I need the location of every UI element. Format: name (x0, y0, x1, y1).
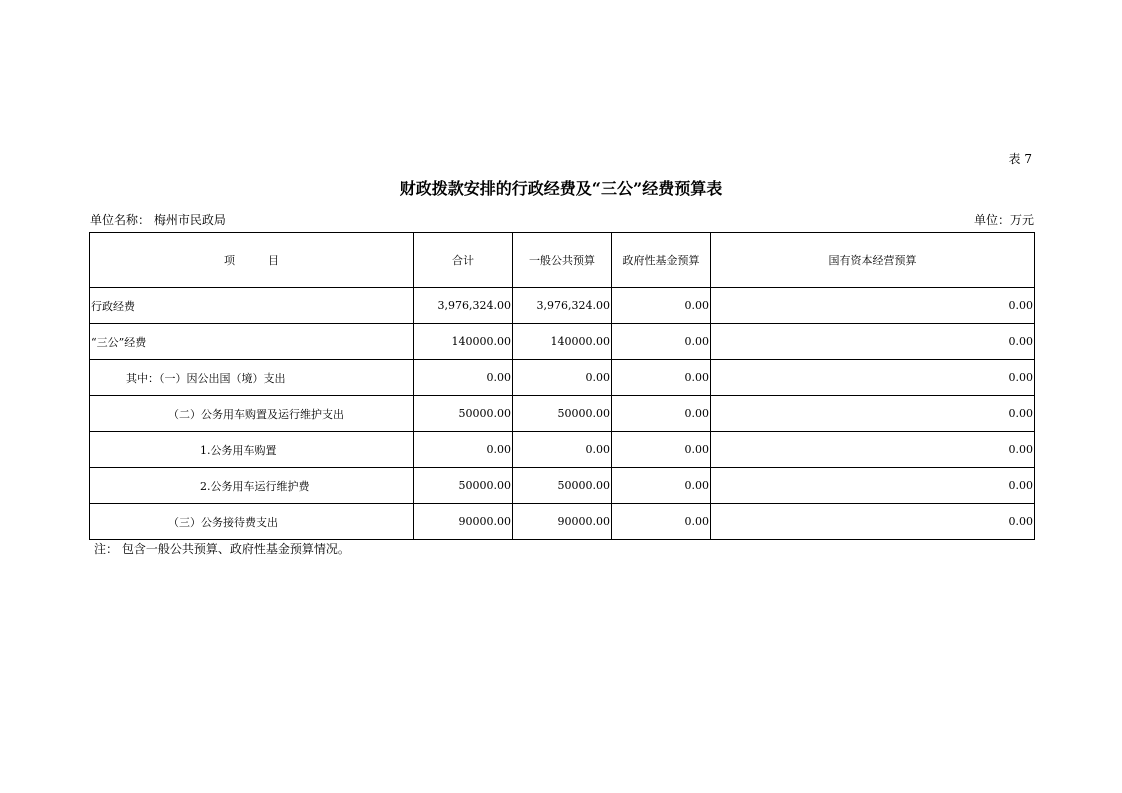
row-total: 140000.00 (414, 324, 513, 360)
row-item: 1.公务用车购置 (90, 432, 414, 468)
row-general: 50000.00 (513, 468, 612, 504)
table-row (90, 396, 1035, 432)
row-state: 0.00 (711, 396, 1035, 432)
row-item: 2.公务用车运行维护费 (90, 468, 414, 504)
row-item: 其中：（一）因公出国（境）支出 (90, 360, 414, 396)
row-state: 0.00 (711, 360, 1035, 396)
row-general: 0.00 (513, 432, 612, 468)
table-row (90, 468, 1035, 504)
row-total: 0.00 (414, 432, 513, 468)
row-state: 0.00 (711, 468, 1035, 504)
row-fund: 0.00 (612, 504, 711, 540)
row-total: 3,976,324.00 (414, 288, 513, 324)
row-state: 0.00 (711, 288, 1035, 324)
row-general: 140000.00 (513, 324, 612, 360)
row-fund: 0.00 (612, 432, 711, 468)
unit-name-label: 单位名称： 梅州市民政局 (90, 213, 226, 227)
row-total: 0.00 (414, 360, 513, 396)
row-state: 0.00 (711, 504, 1035, 540)
table-row (90, 324, 1035, 360)
row-fund: 0.00 (612, 324, 711, 360)
row-total: 90000.00 (414, 504, 513, 540)
row-item: “三公”经费 (90, 324, 414, 360)
table-row (90, 360, 1035, 396)
table-row (90, 504, 1035, 540)
row-total: 50000.00 (414, 468, 513, 504)
document-title: 财政拨款安排的行政经费及“三公”经费预算表 (399, 179, 723, 198)
row-general: 90000.00 (513, 504, 612, 540)
row-general: 3,976,324.00 (513, 288, 612, 324)
currency-unit-label: 单位：万元 (973, 213, 1034, 227)
header-general-budget: 一般公共预算 (513, 233, 612, 288)
table-header-row (90, 233, 1035, 288)
row-fund: 0.00 (612, 396, 711, 432)
table-number: 表 7 (1008, 152, 1032, 166)
row-state: 0.00 (711, 432, 1035, 468)
header-state-capital-budget: 国有资本经营预算 (711, 233, 1035, 288)
table-row (90, 432, 1035, 468)
row-item: 行政经费 (90, 288, 414, 324)
header-fund-budget: 政府性基金预算 (612, 233, 711, 288)
table-row (90, 288, 1035, 324)
row-fund: 0.00 (612, 468, 711, 504)
header-item: 项 目 (90, 233, 414, 288)
row-total: 50000.00 (414, 396, 513, 432)
budget-table (89, 232, 1035, 540)
row-general: 50000.00 (513, 396, 612, 432)
row-fund: 0.00 (612, 360, 711, 396)
footnote: 注： 包含一般公共预算、政府性基金预算情况。 (94, 542, 350, 556)
header-total: 合计 (414, 233, 513, 288)
row-item: （三）公务接待费支出 (90, 504, 414, 540)
row-fund: 0.00 (612, 288, 711, 324)
row-item: （二）公务用车购置及运行维护支出 (90, 396, 414, 432)
row-general: 0.00 (513, 360, 612, 396)
row-state: 0.00 (711, 324, 1035, 360)
